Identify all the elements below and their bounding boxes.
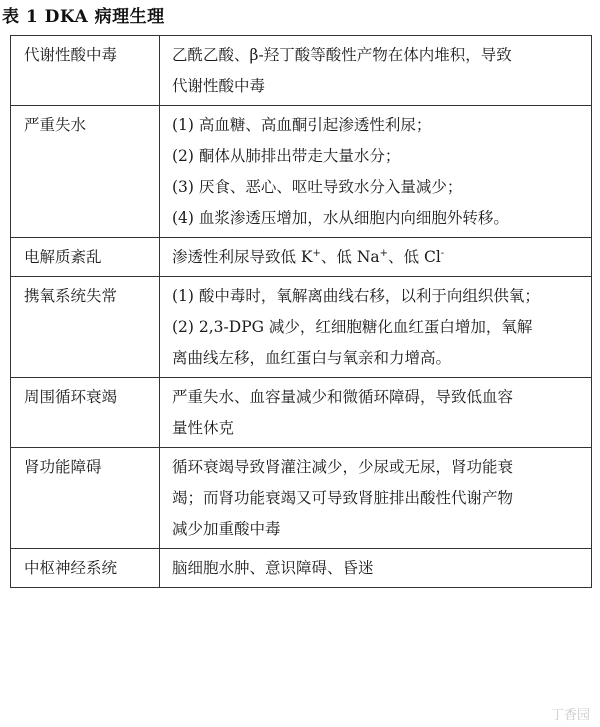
row-description <box>160 36 592 106</box>
row-label: 肾功能障碍 <box>11 448 160 549</box>
watermark: 丁香园 <box>550 708 590 723</box>
row-label: 中枢神经系统 <box>11 549 160 588</box>
electrolyte-text: 渗透性利尿导致低 K <box>172 248 313 266</box>
description-line: 减少加重酸中毒 <box>172 520 281 538</box>
row-label: 周围循环衰竭 <box>11 378 160 448</box>
description-line: (1) 高血糖、高血酮引起渗透性利尿； <box>172 116 432 134</box>
row-description <box>160 549 592 588</box>
description-line: 离曲线左移，血红蛋白与氧亲和力增高。 <box>172 349 452 367</box>
row-description <box>160 277 592 378</box>
row-label: 携氧系统失常 <box>11 277 160 378</box>
description-line: (2) 酮体从肺排出带走大量水分； <box>172 147 401 165</box>
description-line: (3) 厌食、恶心、呕吐导致水分入量减少； <box>172 178 463 196</box>
chloride-charge: - <box>440 247 445 259</box>
description-line: 严重失水、血容量减少和微循环障碍，导致低血容 <box>172 388 514 406</box>
potassium-charge: + <box>312 247 321 259</box>
description-line: (1) 酸中毒时，氧解离曲线右移，以利于向组织供氧； <box>172 287 540 305</box>
description-line: 代谢性酸中毒 <box>172 77 266 95</box>
table-row <box>11 106 592 238</box>
table-row <box>11 238 592 277</box>
description-line: 量性休克 <box>172 419 235 437</box>
table-row <box>11 448 592 549</box>
table-row <box>11 36 592 106</box>
electrolyte-text: 、低 Na <box>320 248 380 266</box>
description-line: (4) 血浆渗透压增加，水从细胞内向细胞外转移。 <box>172 209 509 227</box>
row-description <box>160 106 592 238</box>
description-line: (2) 2,3-DPG 减少，红细胞糖化血红蛋白增加，氧解 <box>172 318 533 336</box>
description-line: 乙酰乙酸、β-羟丁酸等酸性产物在体内堆积，导致 <box>172 46 512 64</box>
dka-pathophysiology-table <box>10 35 592 588</box>
description-line <box>172 242 585 273</box>
row-description <box>160 378 592 448</box>
description-line: 循环衰竭导致肾灌注减少，少尿或无尿，肾功能衰 <box>172 458 514 476</box>
table-row <box>11 378 592 448</box>
row-label: 电解质紊乱 <box>11 238 160 277</box>
row-label: 严重失水 <box>11 106 160 238</box>
table-caption: 表 1 DKA 病理生理 <box>2 7 165 27</box>
table-row <box>11 549 592 588</box>
sodium-charge: + <box>379 247 389 259</box>
row-description <box>160 238 592 277</box>
description-line: 脑细胞水肿、意识障碍、昏迷 <box>172 559 374 577</box>
row-description <box>160 448 592 549</box>
description-line: 竭；而肾功能衰竭又可导致肾脏排出酸性代谢产物 <box>172 489 514 507</box>
row-label: 代谢性酸中毒 <box>11 36 160 106</box>
table-row <box>11 277 592 378</box>
electrolyte-text: 、低 Cl <box>388 248 441 266</box>
